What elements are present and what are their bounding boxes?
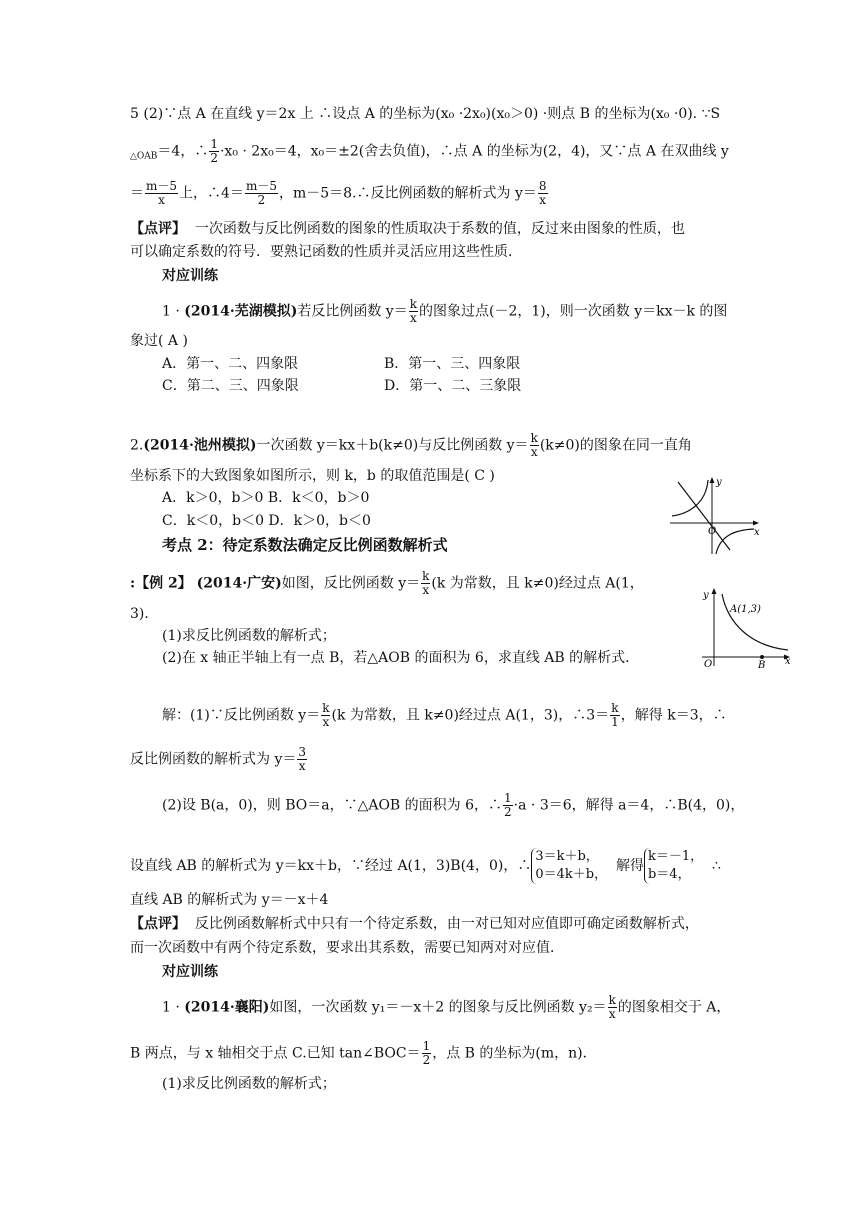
key-point-2-heading: 考点 2：待定系数法确定反比例函数解析式: [162, 536, 448, 554]
fraction: $\frac{1}{2}$: [210, 137, 218, 165]
q2-options-row-2: C．k＜0，b＜0 D．k＞0，b＜0: [162, 513, 371, 529]
option-c: C．第二、三、四象限: [162, 378, 299, 394]
point-b-label: B: [758, 660, 766, 670]
axis-label-x: x: [785, 656, 791, 667]
example-2-part-1: (1)求反比例函数的解析式；: [162, 628, 336, 644]
figure-graph-1: [668, 474, 768, 556]
training-2-question-1-cont: B 两点，与 x 轴相交于点 C.已知 tan∠BOC＝ $\frac{1}{2}$ ，点 B 的坐标为(m，n)．: [130, 1039, 597, 1067]
equation-system-1: 3＝k＋b， 0＝4k＋b，: [531, 848, 607, 884]
axis-label-y: y: [716, 477, 722, 488]
training-heading-2: 对应训练: [162, 964, 218, 980]
equation-system-2: k＝－1， b＝4，: [644, 848, 703, 884]
training-1-question-1: 1 · (2014·芜湖模拟)若反比例函数 y＝ $\frac{k}{x}$ 的图象过点(－2，1)，则一次函数 y＝kx－k 的图: [162, 297, 728, 325]
axis-label-y: y: [703, 590, 709, 601]
solution-2-line-2: 反比例函数的解析式为 y＝ $\frac{3}{x}$: [130, 745, 306, 773]
review-1-line-1: 【点评】 一次函数与反比例函数的图象的性质取决于系数的值，反过来由图象的性质，也: [130, 221, 685, 237]
review-2-line-2: 而一次函数中有两个待定系数，要求出其系数，需要已知两对对应值．: [130, 940, 564, 956]
point-a-label: A(1,3): [730, 604, 761, 615]
q2-options-row-1: A．k＞0，b＞0 B．k＜0，b＞0: [162, 490, 370, 506]
figure-graph-2: [696, 584, 796, 670]
training-heading-1: 对应训练: [162, 268, 218, 284]
option-b: B．第一、三、四象限: [384, 356, 521, 372]
solution-2-line-5: 直线 AB 的解析式为 y＝－x＋4: [130, 892, 329, 908]
solution-line-2: $_{\triangle OAB}$＝4，∴ $\frac{1}{2}$ ·x₀ · 2x₀＝4，x₀＝±2(舍去负值)，∴点 A 的坐标为(2，4)，又∵点 A 在双曲线 y: [130, 137, 729, 165]
solution-2-line-1: 解：(1)∵反比例函数 y＝ $\frac{k}{x}$ (k 为常数，且 k≠0)经过点 A(1，3)，∴3＝ $\frac{k}{1}$ ，解得 k＝3，∴: [162, 701, 727, 729]
solution-2-line-4: 设直线 AB 的解析式为 y＝kx＋b，∵经过 A(1，3)B(4，0)，∴ 3＝k＋b， 0＝4k＋b， 解得 k＝－1， b＝4， ∴: [130, 849, 721, 882]
option-d: D．第一、二、三象限: [384, 378, 522, 394]
option-a: A．第一、二、四象限: [162, 356, 299, 372]
origin-label: O: [704, 659, 713, 670]
solution-2-line-3: (2)设 B(a，0)，则 BO＝a，∵△AOB 的面积为 6，∴ $\frac{1}{2}$ ·a · 3＝6，解得 a＝4，∴B(4，0)，: [162, 791, 745, 819]
training-1-question-1-cont: 象过( A ): [130, 333, 188, 349]
example-2-line-2: 3)．: [130, 606, 159, 622]
solution-line-1: 5 (2)∵点 A 在直线 y＝2x 上 ∴设点 A 的坐标为(x₀ ·2x₀)(x₀＞0) ·则点 B 的坐标为(x₀ ·0). ∵S: [130, 106, 721, 122]
review-2-line-1: 【点评】 反比例函数解析式中只有一个待定系数，由一对已知对应值即可确定函数解析式，: [130, 916, 699, 932]
example-2-line-1: :【例 2】 (2014·广安)如图，反比例函数 y＝ $\frac{k}{x}$ (k 为常数，且 k≠0)经过点 A(1，: [130, 569, 644, 597]
training-1-question-2-cont: 坐标系下的大致图象如图所示，则 k，b 的取值范围是( C ): [130, 468, 495, 484]
origin-label: O: [708, 526, 717, 537]
review-1-line-2: 可以确定系数的符号．要熟记函数的性质并灵活应用这些性质．: [130, 244, 522, 260]
example-2-part-2: (2)在 x 轴正半轴上有一点 B，若△AOB 的面积为 6，求直线 AB 的解析式．: [162, 650, 640, 666]
axis-label-x: x: [754, 527, 760, 538]
training-2-question-1: 1 · (2014·襄阳)如图，一次函数 y₁＝－x＋2 的图象与反比例函数 y₂＝ $\frac{k}{x}$ 的图象相交于 A，: [162, 993, 731, 1021]
training-1-question-2: 2.(2014·池州模拟)一次函数 y＝kx＋b(k≠0)与反比例函数 y＝ $\frac{k}{x}$ (k≠0)的图象在同一直角: [130, 431, 692, 459]
training-2-part-1: (1)求反比例函数的解析式；: [162, 1076, 336, 1092]
solution-line-3: ＝ $\frac{m-5}{x}$ 上，∴4＝ $\frac{m-5}{2}$ ，m－5＝8.∴反比例函数的解析式为 y＝ $\frac{8}{x}$: [130, 179, 547, 207]
